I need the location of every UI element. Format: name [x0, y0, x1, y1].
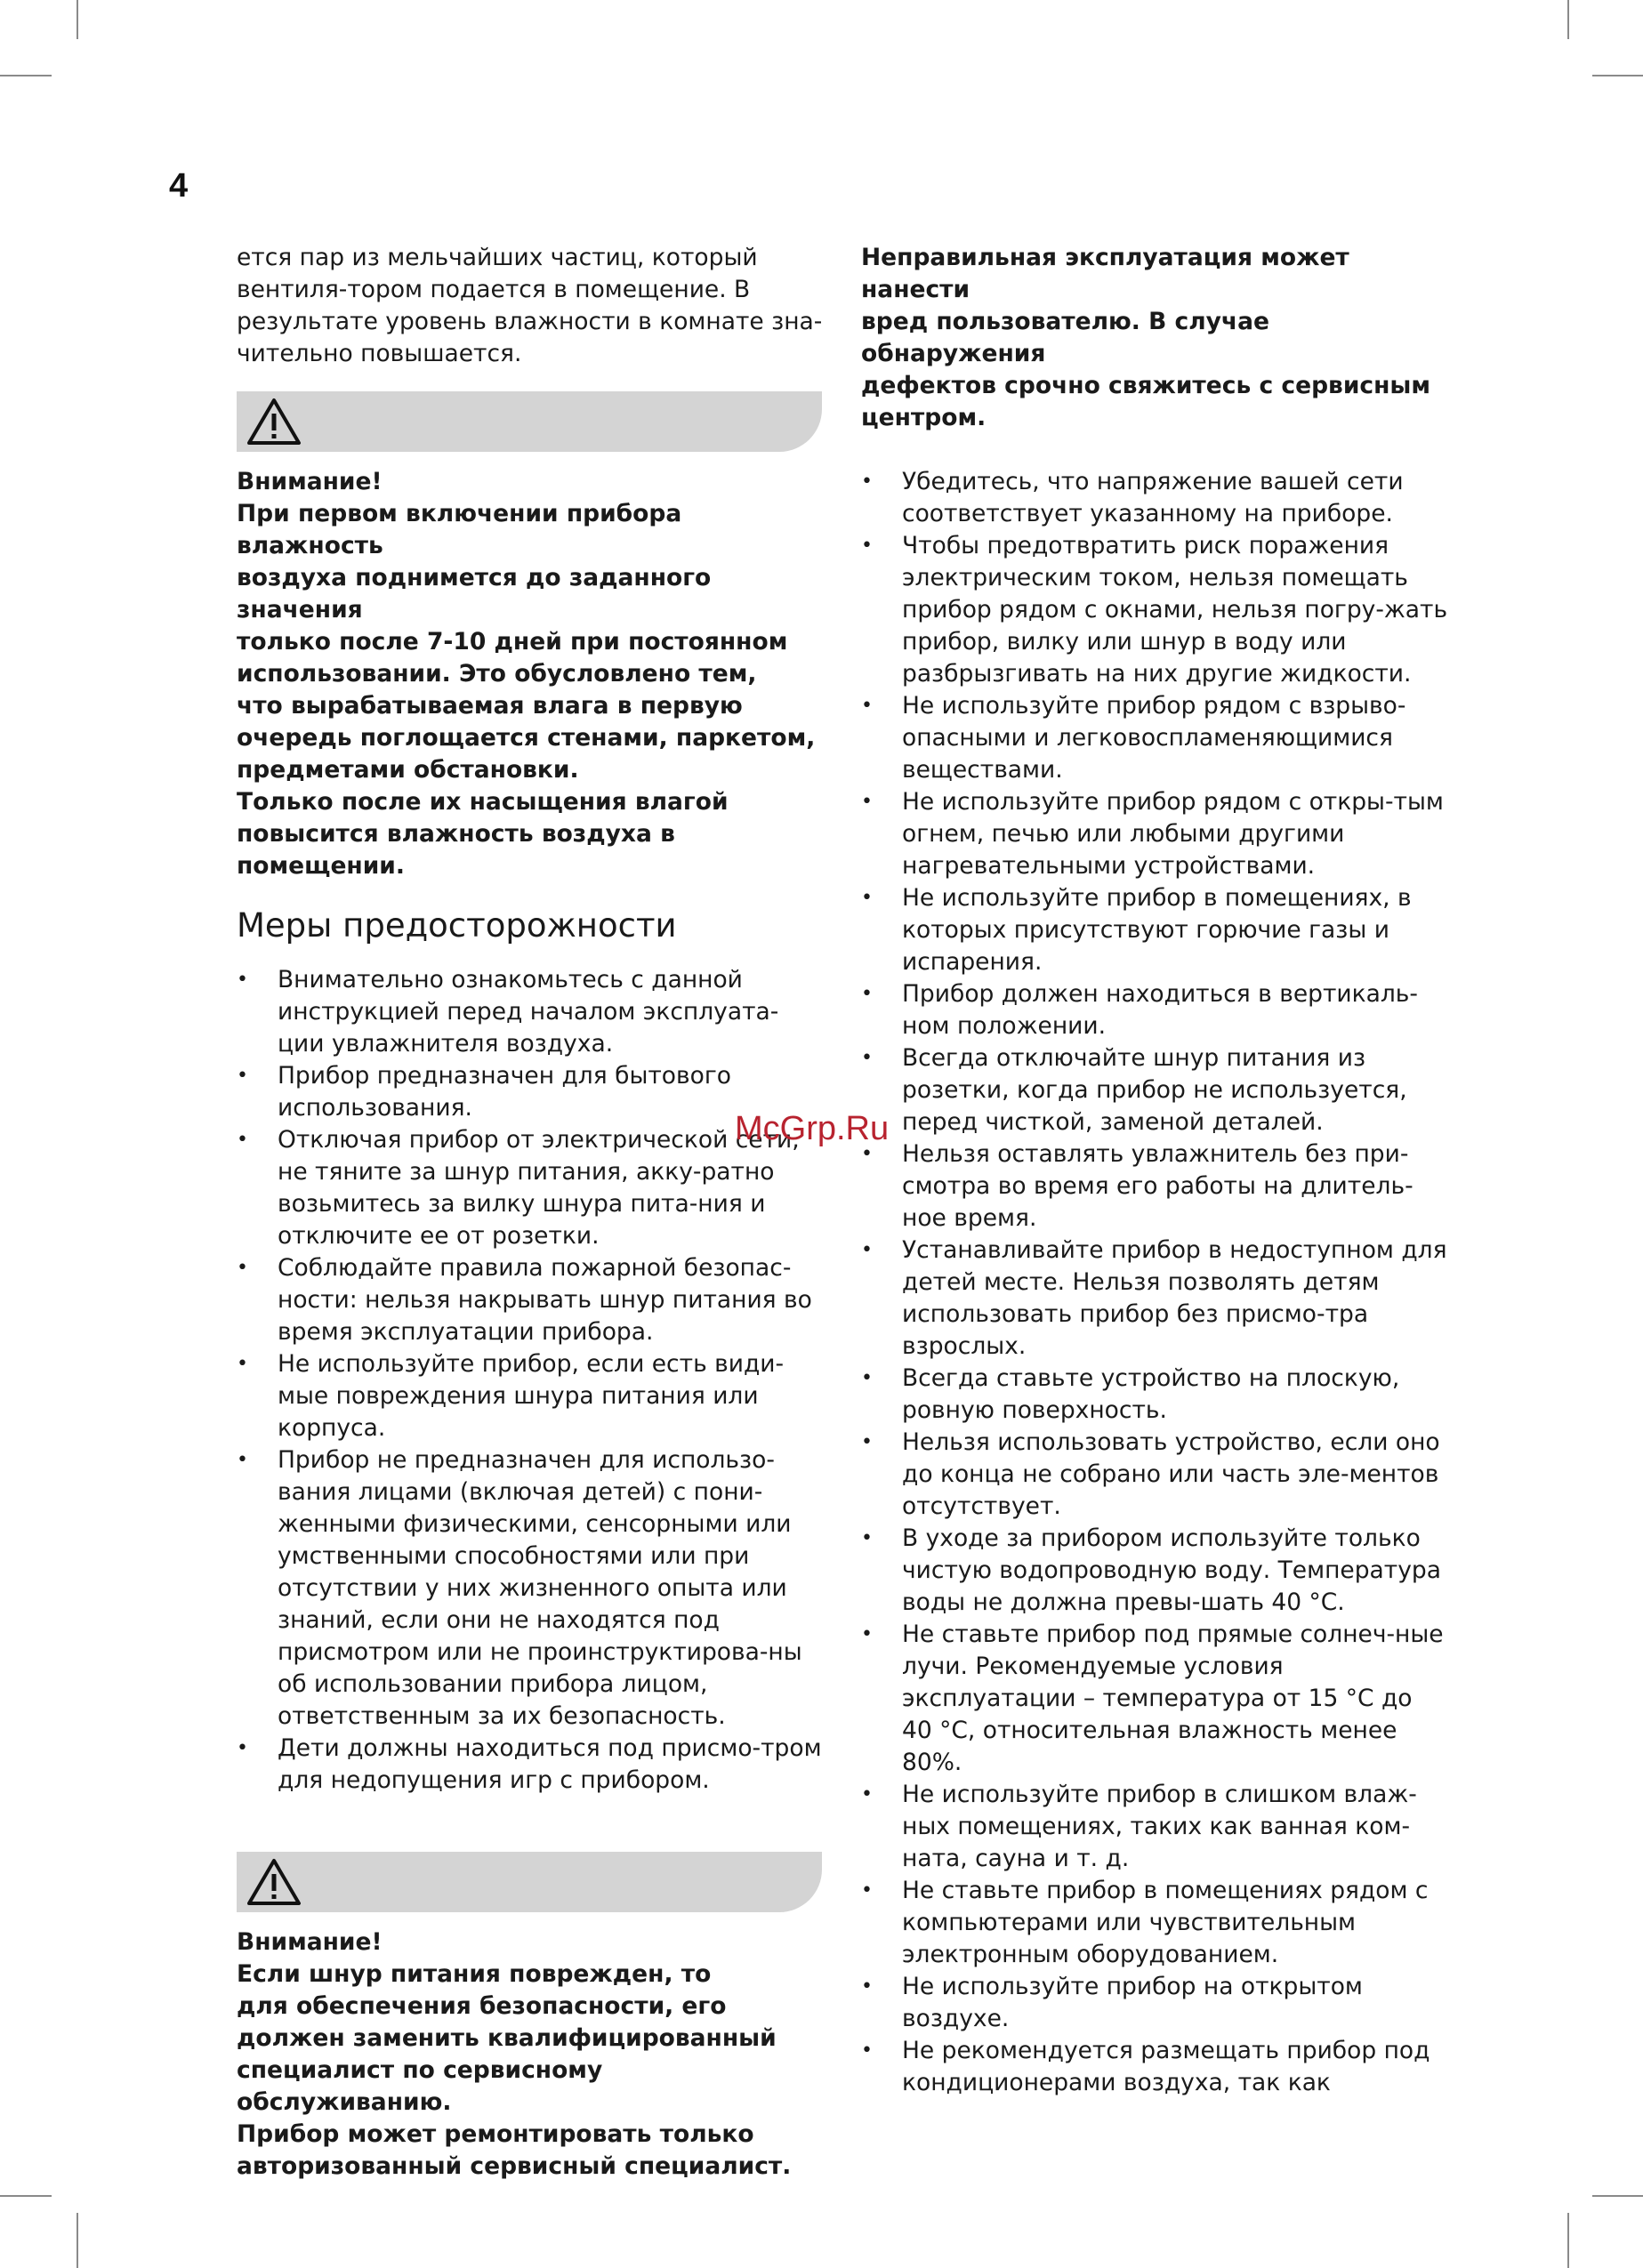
warning-line: Прибор может ремонтировать только [237, 2120, 754, 2148]
warning-line: предметами обстановки. [237, 756, 579, 784]
warning-block [237, 1926, 824, 2183]
warning-block [237, 466, 824, 882]
precautions-list-left [237, 964, 824, 1797]
list-item: • Прибор не предназначен для использо-вания лицами (включая детей) с пони-женными физическими, сенсорными или умственными способностями или при отсутствии у них жизненного опыта или знаний, если они не находятся под присмотром или не проинструктирова-ны об использовании прибора лицом, ответственным за их безопасность. [237, 1444, 824, 1733]
list-item: • Не рекомендуется размещать прибор под кондиционерами воздуха, так как [861, 2035, 1448, 2099]
warning-bar [237, 391, 822, 452]
warning-line: использовании. Это обусловлено тем, [237, 660, 757, 688]
list-item: • Отключая прибор от электрической сети, не тяните за шнур питания, акку-ратно возьмитесь за вилку шнура пита-ния и отключите ее от розетки. [237, 1124, 824, 1252]
crop-mark [1592, 2195, 1643, 2197]
warning-bar [237, 1852, 822, 1912]
list-item: • Нельзя использовать устройство, если оно до конца не собрано или часть эле-ментов отсутствует. [861, 1427, 1448, 1523]
crop-mark [0, 2195, 52, 2197]
list-item: • Внимательно ознакомьтесь с данной инструкцией перед началом эксплуата-ции увлажнителя воздуха. [237, 964, 824, 1060]
warning-line: специалист по сервисному обслуживанию. [237, 2056, 603, 2116]
list-item: • Не используйте прибор, если есть види-мые повреждения шнура питания или корпуса. [237, 1348, 824, 1444]
list-item: • Чтобы предотвратить риск поражения электрическим током, нельзя помещать прибор рядом с окнами, нельзя погру-жать прибор, вилку или шнур в воду или разбрызгивать на них другие жидкости. [861, 530, 1448, 690]
list-item: • Убедитесь, что напряжение вашей сети соответствует указанному на приборе. [861, 466, 1448, 530]
warning-line: Если шнур питания поврежден, то [237, 1960, 712, 1988]
list-item: • Всегда ставьте устройство на плоскую, ровную поверхность. [861, 1363, 1448, 1427]
list-item: • Устанавливайте прибор в недоступном для детей месте. Нельзя позволять детям использовать прибор без присмо-тра взрослых. [861, 1235, 1448, 1363]
crop-mark [77, 0, 78, 39]
list-item: • Нельзя оставлять увлажнитель без при-смотра во время его работы на длитель-ное время. [861, 1138, 1448, 1235]
warning-icon [246, 397, 302, 446]
list-item: • В уходе за прибором используйте только чистую водопроводную воду. Температура воды не должна превы-шать 40 °С. [861, 1523, 1448, 1619]
list-item: • Прибор должен находиться в вертикаль-ном положении. [861, 978, 1448, 1042]
section-heading: Меры предосторожности [237, 906, 677, 945]
warning-line: повысится влажность воздуха в помещении. [237, 820, 675, 880]
list-item: • Не используйте прибор в помещениях, в которых присутствуют горючие газы и испарения. [861, 882, 1448, 978]
warning-icon [246, 1857, 302, 1907]
list-item: • Прибор предназначен для бытового использования. [237, 1060, 824, 1124]
crop-mark [1592, 75, 1643, 76]
warning-line: При первом включении прибора влажность [237, 500, 682, 559]
crop-mark [77, 2213, 78, 2268]
warning-title: Внимание! [237, 468, 383, 495]
warning-line: для обеспечения безопасности, его [237, 1992, 727, 2020]
right-column [861, 242, 1448, 2099]
list-item: • Не используйте прибор в слишком влаж-ных помещениях, таких как ванная ком-ната, сауна и т. д. [861, 1779, 1448, 1875]
lead-line: Неправильная эксплуатация может нанести [861, 244, 1349, 303]
left-column [237, 242, 824, 2183]
list-item: • Не используйте прибор рядом с взрыво-опасными и легковоспламеняющимися веществами. [861, 690, 1448, 786]
lead-line: центром. [861, 404, 987, 431]
crop-mark [0, 75, 52, 76]
crop-mark [1567, 2213, 1569, 2268]
page-number: 4 [169, 167, 189, 205]
warning-line: должен заменить квалифицированный [237, 2024, 777, 2052]
watermark: McGrp.Ru [735, 1110, 890, 1147]
warning-line: авторизованный сервисный специалист. [237, 2152, 792, 2180]
lead-line: дефектов срочно свяжитесь с сервисным [861, 372, 1431, 399]
crop-mark [1567, 0, 1569, 39]
list-item: • Не ставьте прибор под прямые солнеч-ные лучи. Рекомендуемые условия эксплуатации – температура от 15 °С до 40 °С, относительная влажность менее 80%. [861, 1619, 1448, 1779]
lead-warning [861, 242, 1448, 434]
list-item: • Соблюдайте правила пожарной безопас-ности: нельзя накрывать шнур питания во время эксплуатации прибора. [237, 1252, 824, 1348]
warning-title: Внимание! [237, 1928, 383, 1956]
list-item: • Дети должны находиться под присмо-тром для недопущения игр с прибором. [237, 1733, 824, 1797]
intro-paragraph: ется пар из мельчайших частиц, который вентиля-тором подается в помещение. В результате уровень влажности в комнате зна-чительно повышается. [237, 244, 823, 367]
lead-line: вред пользователю. В случае обнаружения [861, 308, 1269, 367]
warning-line: только после 7-10 дней при постоянном [237, 628, 788, 655]
list-item: • Не используйте прибор рядом с откры-тым огнем, печью или любыми другими нагревательными устройствами. [861, 786, 1448, 882]
list-item: • Не ставьте прибор в помещениях рядом с компьютерами или чувствительным электронным оборудованием. [861, 1875, 1448, 1971]
precautions-list-right [861, 466, 1448, 2099]
list-item: • Всегда отключайте шнур питания из розетки, когда прибор не используется, перед чисткой, заменой деталей. [861, 1042, 1448, 1138]
warning-line: что вырабатываемая влага в первую [237, 692, 743, 720]
warning-line: Только после их насыщения влагой [237, 788, 729, 816]
list-item: • Не используйте прибор на открытом воздухе. [861, 1971, 1448, 2035]
warning-line: очередь поглощается стенами, паркетом, [237, 724, 816, 752]
warning-line: воздуха поднимется до заданного значения [237, 564, 712, 623]
